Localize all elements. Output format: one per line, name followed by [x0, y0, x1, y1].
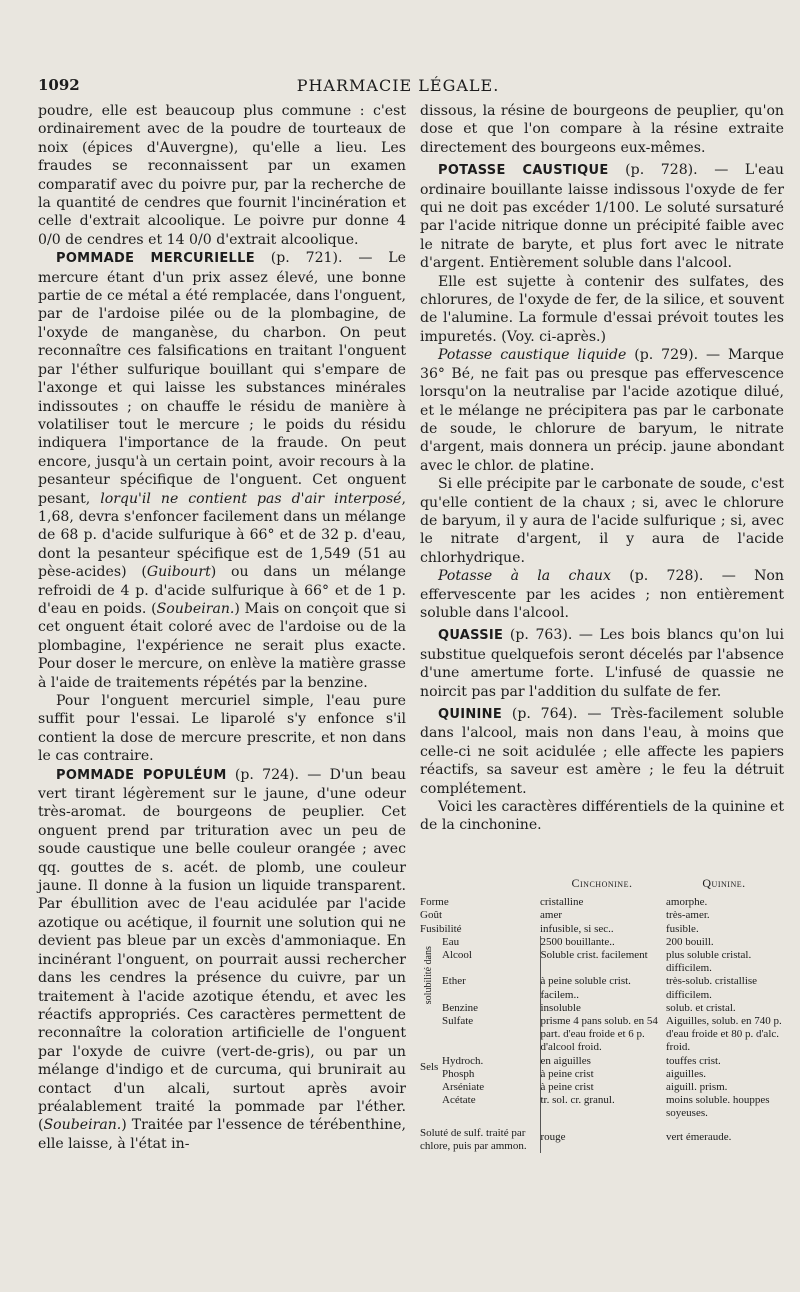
- table-row: [420, 896, 784, 909]
- page-number: 1092: [38, 76, 80, 94]
- text: ) ou dans un mélange refroidi de 4 p. d'acide sulfurique à 66° et de 1 p. d'eau en poids. (: [38, 564, 406, 617]
- cell: infusible, si sec..: [540, 922, 614, 935]
- table-row: [420, 975, 784, 1001]
- cell: à peine crist: [540, 1081, 594, 1094]
- right-column: [420, 102, 784, 835]
- text: ) Mais on conçoit que si cet onguent était coloré avec de l'ardoise ou de la plombagine, l'expérience ne serait plus exacte. Pour doser le mercure, on enlève la matière grasse à l'aide de traitements répétés par la benzine.: [38, 600, 406, 691]
- citation: Soubeiran.: [156, 600, 235, 617]
- table-row: [420, 1121, 784, 1153]
- paragraph: [420, 346, 784, 475]
- table-row: [420, 1055, 784, 1068]
- text: (p. 724). — D'un beau vert tirant légèrement sur le jaune, d'une odeur très-aromat. de bourgeons de peuplier. Cet onguent prend par trituration avec un peu de soude caustique une belle couleur orangée ; avec qq. gouttes de s. acét. de plomb, une couleur jaune. Il donne à la fusion un liquide transparent. Par ébullition avec de l'eau acidulée par l'acide azotique ou acétique, il fournit une solution qui ne devient pas bleue par un excès d'ammoniaque. En incinérant l'onguent, on pourrait aussi rechercher dans les cendres la présence du cuivre, par un traitement à l'acide azotique étendu, et avec les réactifs appropriés. Ces caractères permettent de reconnaître la coloration artificielle de l'onguent par l'oxyde de cuivre (vert-de-gris), ou par un mélange d'indigo et de curcuma, qui brunirait au contact d'un alcali, surtout après avoir préalablement traité la pommade par l'éther. (: [38, 766, 406, 1134]
- cell: 2500 bouillante..: [540, 935, 615, 948]
- text: ) Traitée par l'essence de térébenthine, elle laisse, à l'état in-: [38, 1117, 406, 1152]
- cell: très-amer.: [666, 909, 710, 922]
- page-header: [38, 76, 758, 98]
- cell: aiguill. prism.: [666, 1081, 728, 1094]
- row-label: Sulfate: [442, 1015, 540, 1055]
- cell: tr. sol. cr. granul.: [540, 1094, 615, 1107]
- table-row: [420, 1094, 784, 1120]
- table-row: [420, 1081, 784, 1094]
- cell: solub. et cristal.: [666, 1001, 736, 1014]
- cell: très-solub. cristallise difficilem.: [666, 975, 758, 1001]
- cell: plus soluble cristal. difficilem.: [666, 949, 752, 975]
- text: (p. 728). — L'eau ordinaire bouillante laisse indissous l'oxyde de fer qui ne doit pas excéder 1/100. Le soluté sursaturé par l'acide nitrique donne un précipité faible avec le nitrate de baryte, et plus fort avec le nitrate d'argent. Entièrement soluble dans l'alcool.: [420, 162, 784, 272]
- text: (p. 721). — Le mercure étant d'un prix assez élevé, une bonne partie de ce métal a été remplacée, dans l'onguent, par de l'ardoise pilée ou de la plombagine, de l'oxyde de manganèse, du charbon. On peut reconnaître ces falsifications en traitant l'onguent par l'éther sulfurique bouillant qui s'empare de l'axonge et qui laisse les substances minérales indissoutes ; on chauffe le résidu de manière à volatiliser tout le mercure ; le poids du résidu indiquera l'importance de la fraude. On peut encore, jusqu'à un certain point, avoir recours à la pesanteur spécifique de l'onguent. Cet onguent pesant,: [38, 250, 406, 507]
- paragraph-pommade-populeum: [38, 766, 406, 1154]
- row-label: Forme: [420, 896, 449, 909]
- text: , 1,68, devra s'enfoncer facilement dans un mélange de 68 p. d'acide sulfurique à 66° et de 32 p. d'eau, dont la pesanteur spécifique est de 1,549 (51 au pèse-acides) (: [38, 490, 406, 581]
- text: (p. 763). — Les bois blancs qu'on lui substitue quelquefois seront décelés par l'absence d'une amertume forte. L'infusé de quassie ne noircit pas par l'addition du sulfate de fer.: [420, 627, 784, 700]
- row-label: Ether: [442, 975, 540, 1001]
- cell: insoluble: [540, 1001, 581, 1014]
- cell: Aiguilles, solub. en 740 p. d'eau froide et 80 p. d'alc. froid.: [666, 1015, 782, 1054]
- cell: cristalline: [540, 896, 584, 909]
- row-label: Arséniate: [442, 1081, 540, 1094]
- table-row: [420, 1068, 784, 1081]
- text: (p. 728). — Non effervescente par les acides ; non entièrement soluble dans l'alcool.: [420, 568, 784, 621]
- paragraph: dissous, la résine de bourgeons de peuplier, qu'on dose et que l'on compare à la résine extraite directement des bourgeons eux-mêmes.: [420, 103, 784, 156]
- running-title: PHARMACIE LÉGALE.: [296, 76, 500, 95]
- paragraph: Pour l'onguent mercuriel simple, l'eau pure suffit pour l'essai. Le liparolé s'y enfonce s'il contient la dose de mercure prescrite, et non dans le cas contraire.: [38, 693, 406, 765]
- entry-heading: POTASSE CAUSTIQUE: [438, 163, 609, 179]
- italic-text: Potasse à la chaux: [438, 568, 611, 585]
- cell: touffes crist.: [666, 1054, 721, 1067]
- italic-text: Potasse caustique liquide: [438, 347, 627, 364]
- text: (p. 764). — Très-facilement soluble dans l'alcool, mais non dans l'eau, à moins que celle-ci ne soit acidulée ; elle affecte les papiers réactifs, sa saveur est amère ; le feu la détruit complétement.: [420, 706, 784, 797]
- group-label-solubilite: solubilité dans: [423, 946, 434, 1005]
- entry-heading: POMMADE MERCURIELLE: [56, 251, 255, 267]
- table-row: [420, 1002, 784, 1015]
- column-header-cinchonine: Cinchonine.: [571, 876, 633, 890]
- row-label: Soluté de sulf. traité par chlore, puis par ammon.: [420, 1121, 540, 1153]
- paragraph: poudre, elle est beaucoup plus commune : c'est ordinairement avec de la poudre de tourteaux de noix (épices d'Auvergne), qu'elle a lieu. Les fraudes se reconnaissent par un examen comparatif avec du poivre pur, par la recherche de la quantité de cendres que fournit l'incinération et celle d'extrait alcoolique. Le poivre pur donne 4 0/0 de cendres et 14 0/0 d'extrait alcoolique.: [38, 103, 406, 248]
- entry-heading: QUININE: [438, 707, 503, 722]
- row-label: Alcool: [442, 949, 540, 975]
- column-header-quinine: Quinine.: [702, 876, 746, 890]
- cell: moins soluble. houppes soyeuses.: [666, 1094, 770, 1120]
- table-row: [420, 949, 784, 975]
- cell: à peine soluble crist. facilem..: [540, 975, 631, 1001]
- left-column: [38, 102, 406, 1153]
- paragraph-quassie: [420, 626, 784, 701]
- table-row: [420, 1015, 784, 1055]
- paragraph-pommade-mercurielle: [38, 249, 406, 692]
- row-label: Acétate: [442, 1094, 540, 1120]
- citation: Soubeiran.: [43, 1117, 122, 1134]
- paragraph: Voici les caractères différentiels de la quinine et de la cinchonine.: [420, 799, 784, 834]
- entry-heading: QUASSIE: [438, 628, 504, 644]
- row-label: Hydroch.: [442, 1055, 540, 1068]
- cell: fusible.: [666, 922, 699, 935]
- paragraph: Si elle précipite par le carbonate de soude, c'est qu'elle contient de la chaux ; si, avec le chlorure de baryum, il y aura de l'acide sulfurique ; si, avec le nitrate d'argent, il y aura de l'acide chlorhydrique.: [420, 476, 784, 566]
- paragraph: [420, 567, 784, 622]
- entry-heading: POMMADE POPULÉUM: [56, 767, 227, 783]
- cell: amer: [540, 909, 562, 922]
- row-label: Eau: [442, 936, 540, 949]
- table-row: [420, 936, 784, 949]
- cell: prisme 4 pans solub. en 54 part. d'eau froide et 6 p. d'alcool froid.: [540, 1015, 658, 1054]
- row-label: Phosph: [442, 1068, 540, 1081]
- cell: Soluble crist. facilement: [540, 949, 648, 962]
- cell: vert émeraude.: [666, 1130, 732, 1143]
- cell: aiguilles.: [666, 1067, 707, 1080]
- cell: à peine crist: [540, 1067, 594, 1080]
- row-label: Goût: [420, 909, 442, 922]
- cell: 200 bouill.: [666, 935, 714, 948]
- cell: amorphe.: [666, 896, 708, 909]
- cell: rouge: [540, 1130, 566, 1143]
- table-row: [420, 923, 784, 936]
- row-label: Fusibilité: [420, 922, 462, 935]
- comparison-table: [420, 877, 784, 1153]
- table-row: [420, 909, 784, 922]
- group-label-sels: Sels: [420, 1061, 439, 1074]
- citation: Guibourt: [146, 564, 211, 581]
- table-header-row: [420, 877, 784, 896]
- paragraph-quinine: [420, 705, 784, 798]
- paragraph-potasse-caustique: [420, 161, 784, 272]
- text: (p. 729). — Marque 36° Bé, ne fait pas ou presque pas effervescence lorsqu'on la neutralise par l'acide azotique dilué, et le mélange ne précipitera pas par le carbonate de soude, le chlorure de baryum, le nitrate d'argent, mais donnera un précip. jaune abondant avec le chlor. de platine.: [420, 347, 785, 474]
- paragraph: Elle est sujette à contenir des sulfates, des chlorures, de l'oxyde de fer, de la silice, et souvent de l'alumine. La formule d'essai prévoit toutes les impuretés. (Voy. ci-après.): [420, 273, 784, 345]
- italic-text: lorqu'il ne contient pas d'air interposé: [100, 490, 402, 507]
- row-label: Benzine: [442, 1002, 540, 1015]
- cell: en aiguilles: [540, 1054, 591, 1067]
